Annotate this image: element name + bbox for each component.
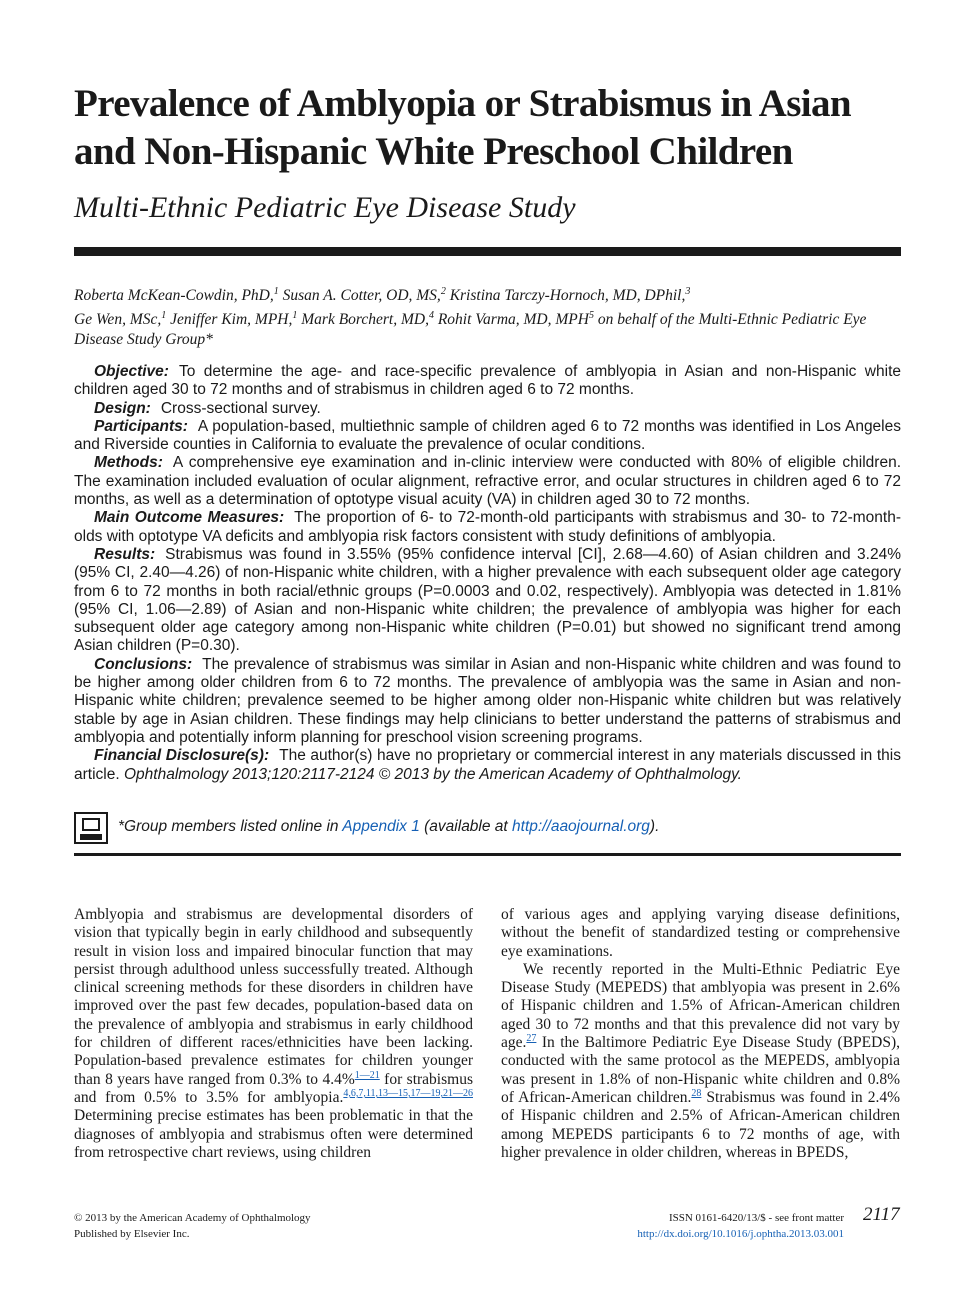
- title-divider: [74, 247, 901, 256]
- appendix-link[interactable]: Appendix 1: [342, 818, 420, 835]
- article-title: Prevalence of Amblyopia or Strabismus in Asian and Non-Hispanic White Preschool Children: [74, 82, 852, 173]
- author-affiliation: 1: [273, 286, 279, 297]
- abstract-text: The author(s) have no proprietary or commercial interest in any materials discussed in this article.: [74, 747, 901, 783]
- author-name: Susan A. Cotter, OD, MS,: [282, 287, 441, 305]
- page-number: 2117: [863, 1204, 900, 1225]
- computer-icon: [74, 812, 108, 844]
- abstract-outcome: [74, 509, 901, 546]
- abstract-conclusions: [74, 656, 901, 747]
- abstract-label: Participants:: [94, 417, 188, 435]
- author-name: Rohit Varma, MD, MPH: [437, 311, 589, 329]
- abstract-text: A comprehensive eye examination and in-clinic interview were conducted with 80% of eligible children. The examination included evaluation of ocular alignment, refractive error, and ocular structures in children aged 6 to 72 months, as well as a determination of optotype visual acuity (VA) in children aged 30 to 72 months.: [74, 454, 901, 509]
- author-name: Ge Wen, MSc,: [74, 311, 162, 329]
- appendix-middle: (available at: [419, 818, 513, 835]
- journal-citation: Ophthalmology 2013;120:2117-2124 © 2013 by the American Academy of Ophthalmology.: [123, 765, 742, 783]
- abstract-participants: [74, 418, 901, 455]
- author-name: Mark Borchert, MD,: [301, 311, 429, 329]
- author-name: Roberta McKean-Cowdin, PhD,: [74, 287, 274, 305]
- appendix-text: [118, 818, 659, 836]
- reference-link[interactable]: 27: [526, 1032, 537, 1044]
- body-paragraph: [74, 906, 473, 1162]
- abstract-text: The proportion of 6- to 72-month-old participants with strabismus and 30- to 72-month-olds with optotype VA deficits and amblyopia risk factors consistent with study definitions of amblyopia.: [74, 509, 901, 545]
- abstract-methods: [74, 454, 901, 509]
- author-name: Kristina Tarczy-Hornoch, MD, DPhil,: [449, 287, 686, 305]
- appendix-suffix: ).: [649, 818, 660, 835]
- article-subtitle: Multi-Ethnic Pediatric Eye Disease Study: [74, 191, 576, 224]
- abstract-label: Results:: [94, 545, 156, 563]
- body-text: Determining precise estimates has been problematic in that the diagnoses of amblyopia and strabismus often were determined from retrospective chart reviews, using children: [74, 1107, 473, 1161]
- appendix-prefix: *Group members listed online in: [118, 818, 343, 835]
- author-affiliation: 4: [428, 310, 434, 322]
- copyright-text: © 2013 by the American Academy of Ophthalmology: [74, 1212, 311, 1224]
- abstract-text: Cross-sectional survey.: [160, 399, 321, 417]
- issn-text: ISSN 0161-6420/13/$ - see front matter: [668, 1212, 844, 1224]
- appendix-note: [74, 812, 901, 846]
- journal-url-link[interactable]: http://aaojournal.org: [512, 818, 650, 835]
- body-paragraph: of various ages and applying varying disease definitions, without the benefit of standardized testing or comprehensive eye examinations.: [501, 906, 900, 960]
- abstract-label: Design:: [94, 399, 151, 417]
- abstract-text: Strabismus was found in 3.55% (95% confidence interval [CI], 2.68—4.60) of Asian children and 3.24% (95% CI, 2.40—4.26) of non-Hispanic white children, with a higher prevalence with each subsequent older age category from 6 to 72 months in both racial/ethnic groups (P=0.0003 and 0.02, respectively). Amblyopia was detected in 1.81% (95% CI, 1.06—2.89) of Asian and non-Hispanic white children; the prevalence of amblyopia was higher for each subsequent older age category among non-Hispanic white children (P=0.01) but showed no significant trend among Asian children (P=0.30).: [74, 545, 901, 655]
- body-text: Strabismus was found in 2.4% of Hispanic children and 2.5% of African-American children among MEPEDS participants 6 to 72 months of age, with higher prevalence in older children, whereas in BPEDS,: [501, 1088, 900, 1161]
- footer-publisher-info: [74, 1210, 311, 1242]
- abstract-label: Financial Disclosure(s):: [94, 747, 270, 765]
- abstract-label: Objective:: [94, 363, 169, 380]
- body-text: Amblyopia and strabismus are developmental disorders of vision that typically begin in early childhood and subsequently result in vision loss and impaired binocular function that may persist through adulthood unless successfully treated. Although clinical screening methods for these disorders in children have improved over the past few decades, population-based data on the prevalence of amblyopia and strabismus in early childhood for children of different races/ethnicities have been lacking. Population-based prevalence estimates for children younger than 8 years have ranged from 0.3% to 4.4%: [74, 906, 473, 1088]
- reference-link[interactable]: 1—21: [354, 1069, 380, 1081]
- reference-link[interactable]: 28: [691, 1087, 702, 1099]
- body-paragraph: [501, 961, 900, 1162]
- body-text: We recently reported in the Multi-Ethnic Pediatric Eye Disease Study (MEPEDS) that amblyopia was present in 2.6% of Hispanic children and 1.5% of African-American children aged 30 to 72 months and that this prevalence did not vary by age.: [501, 960, 900, 1052]
- abstract-text: A population-based, multiethnic sample of children aged 6 to 72 months was identified in Los Angeles and Riverside counties in California to evaluate the prevalence of ocular conditions.: [74, 417, 901, 454]
- body-text: for strabismus and from 0.5% to 3.5% for amblyopia.: [74, 1070, 473, 1106]
- author-affiliation: 1: [161, 310, 167, 322]
- author-affiliation: 5: [588, 310, 594, 322]
- abstract-label: Methods:: [94, 454, 163, 472]
- abstract-label: Conclusions:: [94, 655, 193, 673]
- author-list: [74, 282, 901, 350]
- author-affiliation: 1: [292, 310, 298, 322]
- abstract-text: The prevalence of strabismus was similar in Asian and non-Hispanic white children and was found to be higher among older children from 6 to 72 months. The prevalence of amblyopia was the same in Asian and non-Hispanic white children; prevalence seemed to be higher among older non-Hispanic white children but was relatively stable by age in Asian children. These findings may help clinicians to better understand the patterns of strabismus and amblyopia and potentially inform planning for preschool vision screening programs.: [74, 655, 901, 746]
- author-affiliation: 2: [440, 286, 446, 297]
- abstract: [74, 363, 901, 784]
- section-divider: [74, 853, 901, 856]
- abstract-disclosure: [74, 747, 901, 784]
- author-name: Jeniffer Kim, MPH,: [170, 311, 293, 329]
- abstract-objective: [74, 363, 901, 400]
- doi-link[interactable]: http://dx.doi.org/10.1016/j.ophtha.2013.03.001: [637, 1228, 844, 1240]
- abstract-label: Main Outcome Measures:: [94, 509, 285, 527]
- author-group: on behalf of the Multi-Ethnic Pediatric Eye Disease Study Group*: [74, 311, 867, 349]
- abstract-results: [74, 546, 901, 656]
- body-column-left: [74, 906, 473, 1162]
- footer-identifiers: [574, 1210, 844, 1242]
- abstract-text: To determine the age- and race-specific prevalence of amblyopia in Asian and non-Hispanic white children aged 30 to 72 months and of strabismus in children aged 6 to 72 months.: [74, 363, 901, 399]
- publisher-text: Published by Elsevier Inc.: [74, 1228, 190, 1240]
- reference-link[interactable]: 4,6,7,11,13—15,17—19,21—26: [343, 1087, 473, 1099]
- body-text: In the Baltimore Pediatric Eye Disease Study (BPEDS), conducted with the same protocol as the MEPEDS, amblyopia was present in 1.8% of non-Hispanic white children and 0.8% of African-American children.: [501, 1034, 900, 1106]
- body-column-right: [501, 906, 900, 1162]
- author-affiliation: 3: [685, 286, 691, 297]
- abstract-design: [74, 400, 901, 418]
